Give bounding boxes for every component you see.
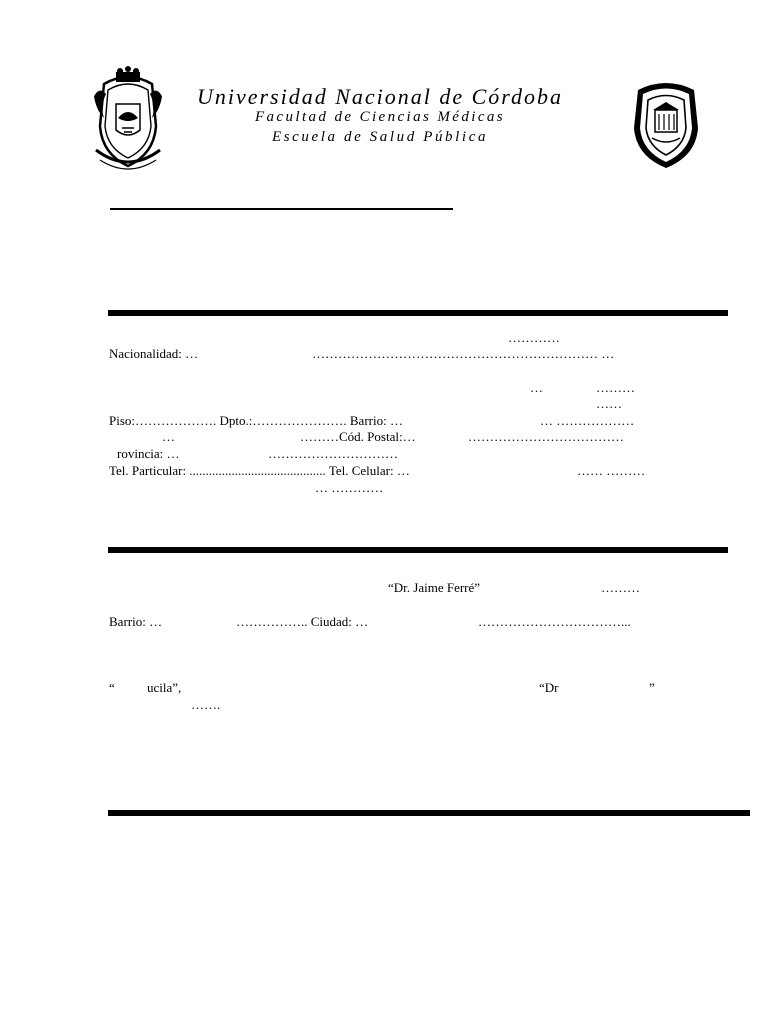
title-underline [110,208,453,210]
section1-line1-dots: ………… [508,330,560,345]
nationality-label: Nacionalidad: … [109,346,199,361]
section1-line3-dots-b: ……… [596,380,635,395]
phone-line: Tel. Particular: .......................................... Tel. Celular: … [109,463,410,478]
section3-open-quote: “ [109,680,115,695]
section3-name-fragment: ucila”, [147,680,182,695]
school-seal-logo [628,76,704,172]
school-subtitle: Escuela de Salud Pública [271,129,489,145]
barrio-dots: … ……………… [540,413,635,428]
university-title: Universidad Nacional de Córdoba [196,84,564,109]
province-dots: ………………………… [268,446,398,461]
institution-name-quote: “Dr. Jaime Ferré” [388,580,481,595]
faculty-subtitle: Facultad de Ciencias Médicas [254,109,506,125]
section-divider-1 [108,310,728,316]
city-dots: ……………………………... [478,614,631,629]
section-divider-3 [108,810,750,816]
section1-line3-dots-a: … [530,380,543,395]
section3-line2-dots: ……. [191,697,221,712]
section3-dr-quote: “Dr [539,680,559,695]
section2-barrio-label: Barrio: … [109,614,163,629]
floor-dept-barrio-line: Piso:………………. Dpto.:…………………. Barrio: … [109,413,403,428]
section1-line4-dots: …… [596,396,622,411]
section1-line6-a: … [162,429,175,444]
postal-code-label: ………Cód. Postal:… [300,429,416,444]
section2-line1-dots: ……… [601,580,640,595]
section1-line9-dots: … ………… [315,480,384,495]
city-label: …………….. Ciudad: … [236,614,369,629]
section3-close-quote: ” [649,680,655,695]
cell-phone-dots: …… ……… [577,463,646,478]
unc-seal-logo [90,66,166,172]
province-label: rovincia: … [117,446,180,461]
postal-code-dots: ……………………………… [468,429,624,444]
nationality-dots: ………………………………………………………… … [312,346,615,361]
section-divider-2 [108,547,728,553]
